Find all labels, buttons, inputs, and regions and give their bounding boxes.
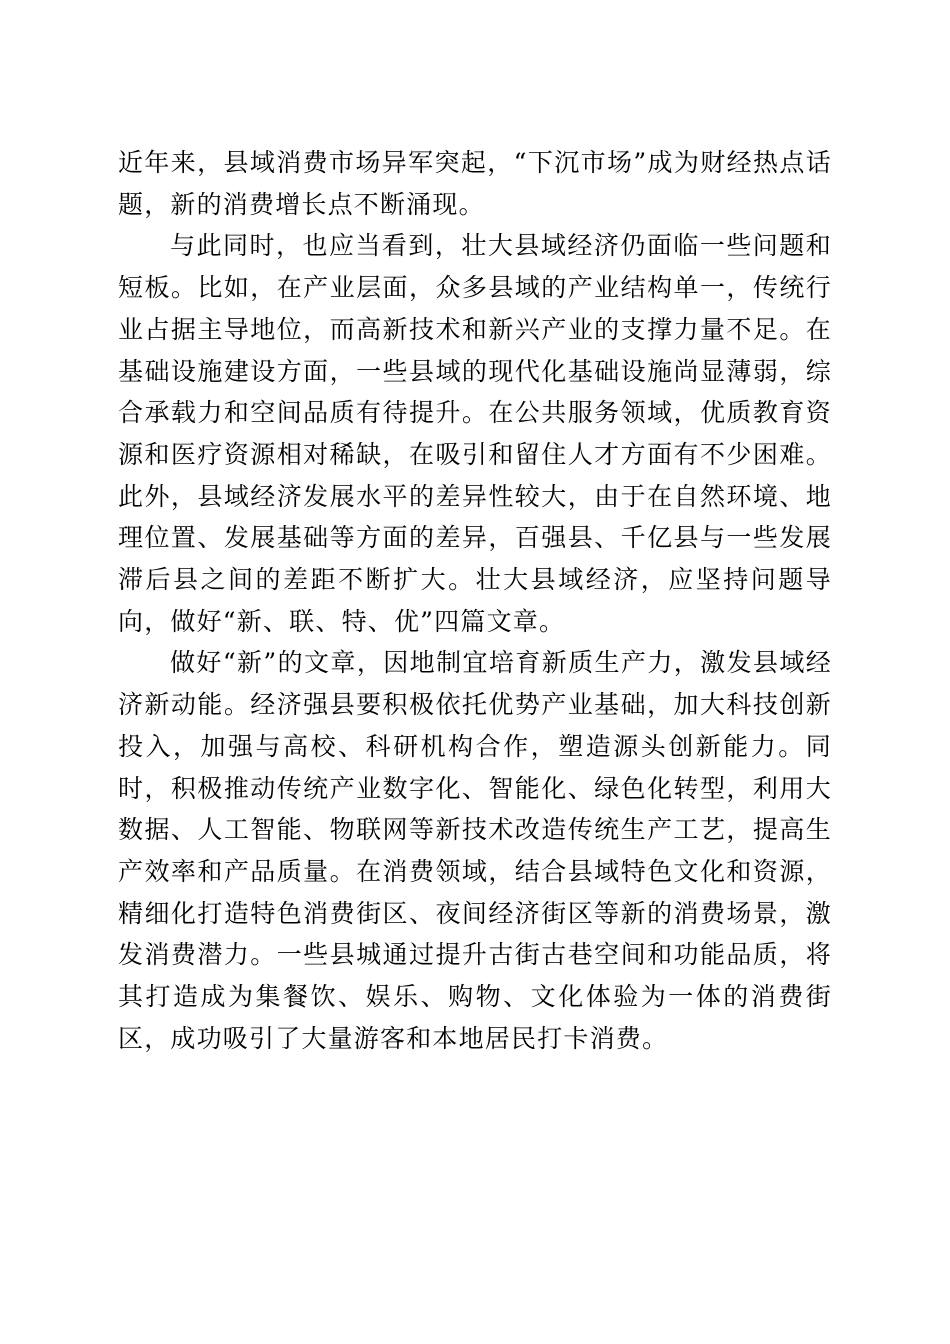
paragraph-problems: 与此同时，也应当看到，壮大县域经济仍面临一些问题和短板。比如，在产业层面，众多县域的产业结构单一，传统行业占据主导地位，而高新技术和新兴产业的支撑力量不足。在基础设施建设方面，一些县域的现代化基础设施尚显薄弱，综合承载力和空间品质有待提升。在公共服务领域，优质教育资源和医疗资源相对稀缺，在吸引和留住人才方面有不少困难。此外，县域经济发展水平的差异性较大，由于在自然环境、地理位置、发展基础等方面的差异，百强县、千亿县与一些发展滞后县之间的差距不断扩大。壮大县域经济，应坚持问题导向，做好“新、联、特、优”四篇文章。 — [118, 231, 832, 636]
article-body — [118, 142, 832, 1059]
paragraph-continuation: 近年来，县域消费市场异军突起，“下沉市场”成为财经热点话题，新的消费增长点不断涌现。 — [118, 148, 832, 219]
paragraph-new-article: 做好“新”的文章，因地制宜培育新质生产力，激发县域经济新动能。经济强县要积极依托优势产业基础，加大科技创新投入，加强与高校、科研机构合作，塑造源头创新能力。同时，积极推动传统产业数字化、智能化、绿色化转型，利用大数据、人工智能、物联网等新技术改造传统生产工艺，提高生产效率和产品质量。在消费领域，结合县域特色文化和资源，精细化打造特色消费街区、夜间经济街区等新的消费场景，激发消费潜力。一些县城通过提升古街古巷空间和功能品质，将其打造成为集餐饮、娱乐、购物、文化体验为一体的消费街区，成功吸引了大量游客和本地居民打卡消费。 — [118, 648, 832, 1053]
